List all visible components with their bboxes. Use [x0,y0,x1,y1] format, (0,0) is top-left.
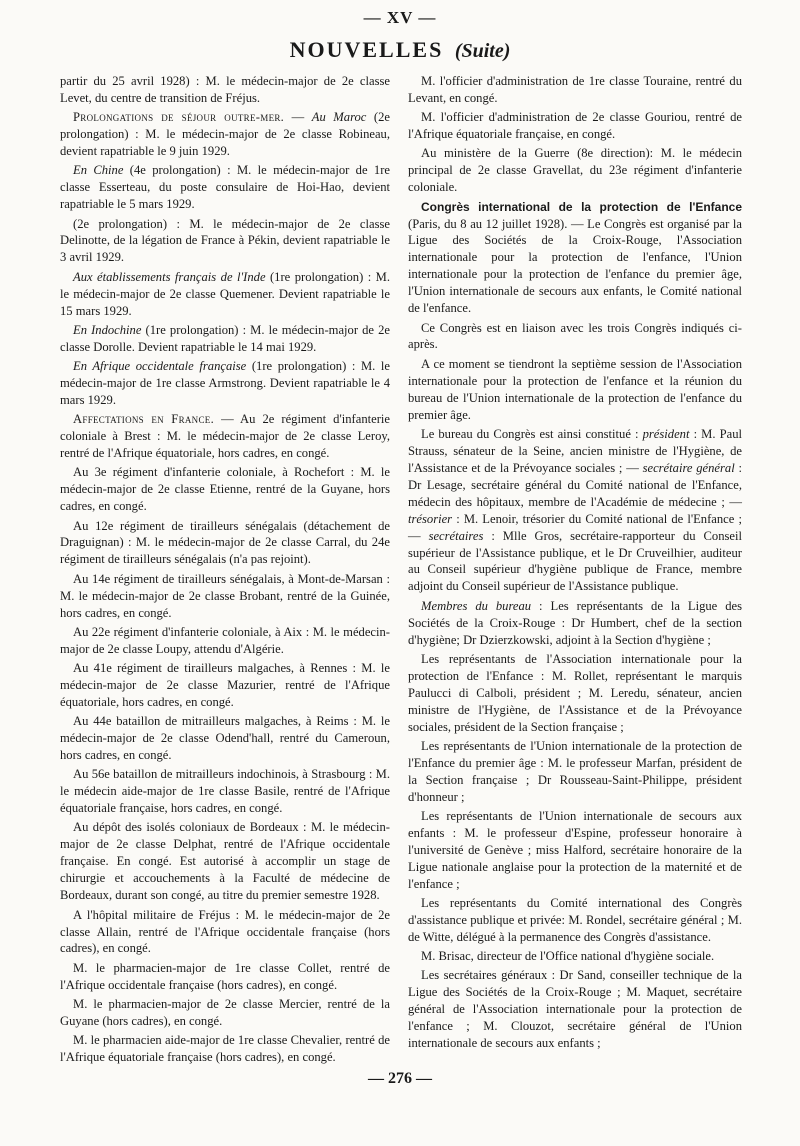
paragraph [60,660,390,711]
t: A ce moment se tiendront la septième session de l'Association internationale pour la protection de l'enfance et la réunion du bureau de l'Union internationale de la protection de l'enfance du premier âge. [408,356,742,422]
paragraph [408,145,742,196]
place: Au Maroc [311,110,367,125]
paragraph [60,464,390,515]
paragraph [408,109,742,143]
paragraph [408,738,742,806]
t: M. le pharmacien-major de 2e classe Mercier, rentré de la Guyane (hors cadres), en congé. [60,996,390,1028]
t: Au ministère de la Guerre (8e direction): M. le médecin principal de 2e classe Gravellat, du 23e régiment d'infanterie coloniale. [408,146,742,195]
place: Aux établissements français de l'Inde [73,269,266,284]
t: (4e prolongation) : M. le médecin-major de 1re classe Esserteau, du poste consulaire de Hoi-Hao, devient rapatriable le 5 mars 1929. [60,163,390,212]
it3: trésorier [408,511,453,526]
paragraph [60,109,390,160]
t: (1re prolongation) : M. le médecin-major de 2e classe Dorolle. Devient rapatriable le 14 mai 1929. [60,322,390,354]
t: Au dépôt des isolés coloniaux de Bordeaux : M. le médecin-major de 2e classe Delphat, rentré de l'Afrique occidentale française. En congé. Est autorisé à accomplir un stage de chirurgie et accouchements à la Faculté de médecine de Bordeaux, durant son congé, au titre du premier semestre 1928. [60,820,390,903]
t: (1re prolongation) : M. le médecin-major de 2e classe Quemener. Devient rapatriable le 15 mars 1929. [60,269,390,318]
paragraph [408,895,742,946]
t: Les représentants de l'Association internationale pour la protection de l'Enfance : M. Rollet, représentant le marquis Paulucci di Calboli, président ; M. Leredu, sénateur, ancien ministre de l'Hygiène, de l'Assistance et de la Prévoyance sociales, président de la Section française ; [408,651,742,734]
right-column [408,73,742,1055]
section-title [0,37,800,63]
paragraph [60,518,390,569]
t: M. le pharmacien-major de 1re classe Collet, rentré de l'Afrique occidentale française (hors cadres), en congé. [60,960,390,992]
t: M. l'officier d'administration de 2e classe Gouriou, rentré de l'Afrique équatoriale française, en congé. [408,110,742,142]
t: Au 3e régiment d'infanterie coloniale, à Rochefort : M. le médecin-major de 2e classe Etienne, rentré de la Guyane, hors cadres, en congé. [60,465,390,514]
paragraph [60,322,390,356]
paragraph [60,996,390,1030]
t: A l'hôpital militaire de Fréjus : M. le médecin-major de 2e classe Allain, rentré de l'Afrique occidentale française (hors cadres), en congé. [60,907,390,956]
t: (Paris, du 8 au 12 juillet 1928). — Le Congrès est organisé par la Ligue des Sociétés de la Croix-Rouge, l'Association internationale pour la protection de l'enfance, l'Union internationale pour la protection de l'enfance du premier âge, l'Union internationale de secours aux enfants, le Comité national de l'enfance. [408,216,742,316]
sep: — [284,110,312,125]
paragraph [60,766,390,817]
paragraph [408,948,742,965]
paragraph [60,713,390,764]
folio: — XV — [363,8,437,27]
t: Au 14e régiment de tirailleurs sénégalais, à Mont-de-Marsan : M. le médecin-major de 2e classe Brobant, rentré de la Guinée, hors cadres, en congé. [60,571,390,620]
t: Les représentants de l'Union internationale de la protection de l'Enfance du premier âge : M. le professeur Marfan, président de la Section française ; Dr Rousseau-Saint-Philippe, président d'honneur ; [408,738,742,804]
t5: : Mlle Gros, secrétaire-rapporteur du Conseil supérieur de l'Assistance publique, et le Dr Cruveilhier, auditeur au Conseil supérieur d'hygiène publique de France, membre adjoint du Conseil supérieur de l'Assistance publique. [408,528,742,594]
it2: secrétaire général [642,460,735,475]
paragraph [408,320,742,354]
it1: président [642,426,690,441]
page-number: — 276 — [368,1070,432,1087]
t: (2e prolongation) : M. le médecin-major de 2e classe Robineau, devient rapatriable le 9 juin 1929. [60,110,390,159]
paragraph [408,808,742,893]
paragraph [408,199,742,318]
paragraph [408,426,742,596]
place: Membres du bureau [421,598,532,613]
t: M. l'officier d'administration de 1re classe Touraine, rentré du Levant, en congé. [408,74,742,105]
t: Au 44e bataillon de mitrailleurs malgaches, à Reims : M. le médecin-major de 2e classe Odend'hall, rentré du Cameroun, hors cadres, en congé. [60,714,390,763]
t: Au 56e bataillon de mitrailleurs indochinois, à Strasbourg : M. le médecin aide-major de 1re classe Basile, rentré de l'Afrique équatoriale française, hors cadres, en congé. [60,767,390,816]
t: Les représentants du Comité international des Congrès d'assistance publique et privée: M. Rondel, secrétaire général ; M. de Witte, délégué à la permanence des Congrès d'assistance. [408,896,742,944]
paragraph [60,358,390,409]
title-main: NOUVELLES [289,37,444,62]
paragraph [60,269,390,320]
place: En Chine [73,163,124,178]
paragraph [408,73,742,107]
place: En Indochine [73,322,142,337]
paragraph [60,162,390,213]
t: Les secrétaires généraux : Dr Sand, conseiller technique de la Ligue des Sociétés de la Croix-Rouge ; M. Maquet, secrétaire général de l'Association internationale pour la protection de l'enfance ; M. Clouzot, secrétaire général de l'Union internationale de secours aux enfants ; [408,968,742,1051]
t: M. Brisac, directeur de l'Office national d'hygiène sociale. [421,949,715,964]
paragraph [60,216,390,267]
paragraph [408,356,742,424]
t: (1re prolongation) : M. le médecin-major de 1re classe Armstrong. Devient rapatriable le 4 mars 1929. [60,359,390,407]
sep: — [214,412,241,427]
t: Au 2e régiment d'infanterie coloniale à Brest : M. le médecin-major de 2e classe Leroy, rentré de l'Afrique équatoriale, hors cadres, en congé. [60,412,390,461]
lead: Prolongations de séjour outre-mer. [73,110,285,125]
t: (2e prolongation) : M. le médecin-major de 2e classe Delinotte, de la légation de France à Pékin, devient rapatriable le 3 avril 1929. [60,216,390,265]
t: Au 12e régiment de tirailleurs sénégalais (détachement de Draguignan) : M. le médecin-major de 2e classe Carral, du 24e régiment de tirailleurs sénégalais (n'a pas rejoint). [60,518,390,567]
t: Ce Congrès est en liaison avec les trois Congrès indiqués ci-après. [408,320,742,352]
paragraph [60,624,390,658]
t: : Les représentants de la Ligue des Sociétés de la Croix-Rouge : Dr Humbert, chef de la section d'hygiène; Dr Dzierzkowski, adjoint à la Section d'hygiène ; [408,598,743,647]
paragraph [408,967,742,1052]
paragraph [60,1032,390,1066]
paragraph [60,819,390,904]
bold: Congrès international de la protection de l'Enfance [421,199,742,214]
paragraph [60,411,390,462]
t4: : M. Lenoir, trésorier du Comité national de l'Enfance ; — [408,511,742,543]
paragraph [408,651,742,736]
t: partir du 25 avril 1928) : M. le médecin-major de 2e classe Levet, du centre de transition de Fréjus. [60,74,390,105]
t: Au 41e régiment de tirailleurs malgaches, à Rennes : M. le médecin-major de 2e classe Mazurier, rentré de l'Afrique équatoriale, hors cadres, en congé. [60,661,390,709]
paragraph [60,73,390,107]
paragraph [408,598,742,649]
place: En Afrique occidentale française [73,359,247,374]
t2: : M. Paul Strauss, sénateur de la Seine, ancien ministre de l'Hygiène, de l'Assistance et de la Prévoyance sociales ; — [408,426,742,475]
t3: : Dr Lesage, secrétaire général du Comité national de l'Enfance, médecin des hôpitaux, membre de l'Académie de médecine ; — [408,460,742,509]
t: Le bureau du Congrès est ainsi constitué : [421,426,643,441]
t: M. le pharmacien aide-major de 1re classe Chevalier, rentré de l'Afrique équatoriale française (hors cadres), en congé. [60,1033,390,1065]
paragraph [60,960,390,994]
left-column [60,73,390,1068]
t: Les représentants de l'Union internationale de secours aux enfants : M. le professeur d'Espine, professeur honoraire à l'université de Genève ; miss Halford, secrétaire honoraire de la Ligue nationale anglaise pour la protection de la maternité et de l'enfance ; [408,809,742,891]
paragraph [60,907,390,958]
title-suite: (Suite) [454,40,511,62]
t: Au 22e régiment d'infanterie coloniale, à Aix : M. le médecin-major de 2e classe Loupy, attendu d'Algérie. [60,624,390,656]
paragraph [60,571,390,622]
it4: secrétaires [428,528,484,543]
lead: Affectations en France. [73,412,215,427]
